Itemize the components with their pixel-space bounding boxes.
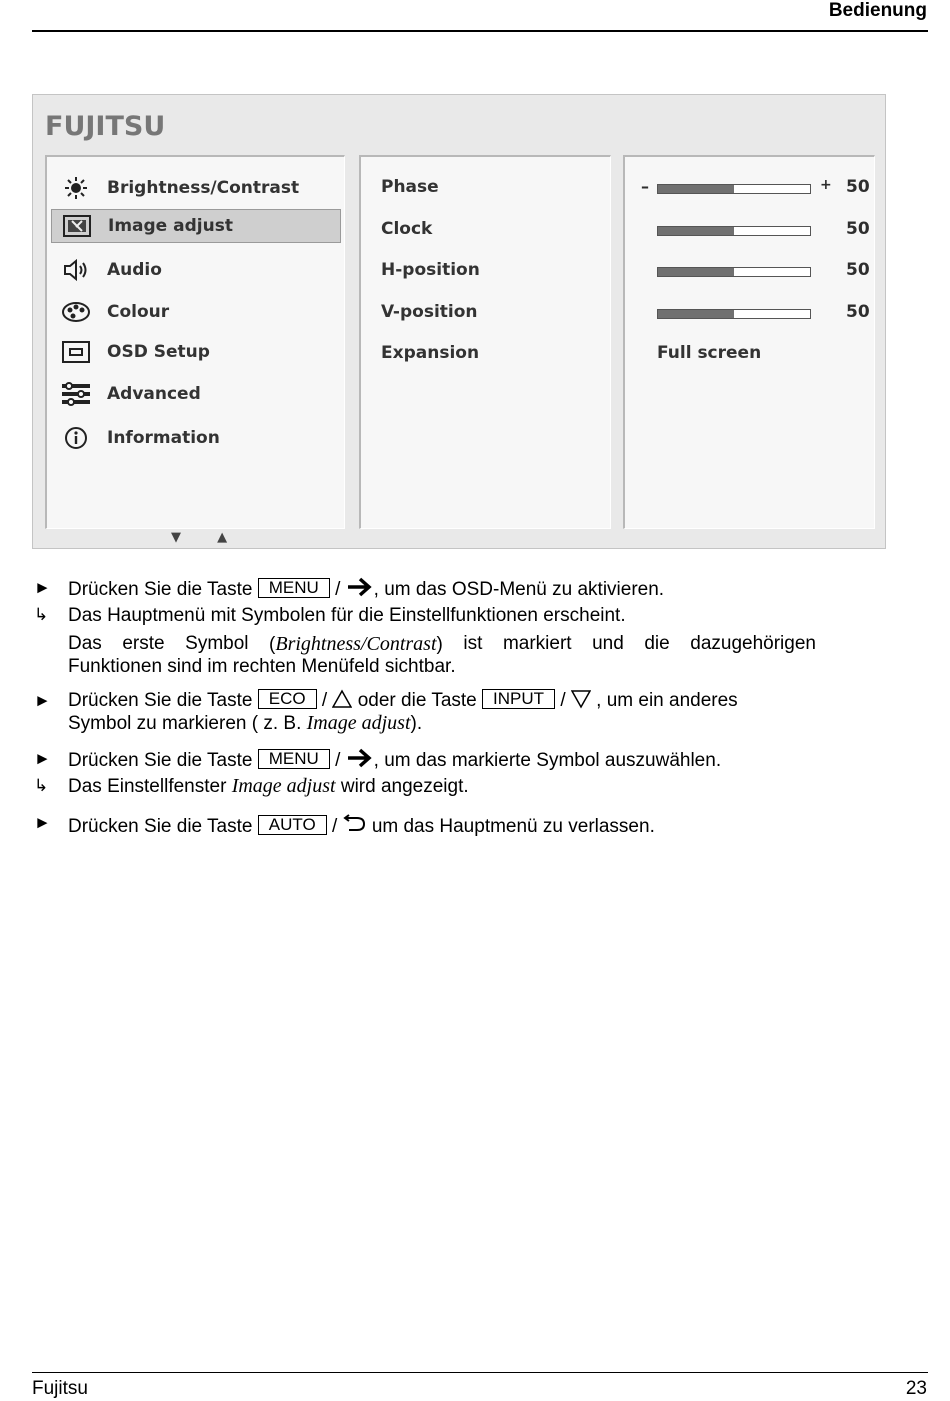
step-1 [68,576,664,604]
setting-label-clock[interactable]: Clock [381,219,433,239]
step-text: Drücken Sie die Taste [68,816,253,837]
step-2-cont [68,712,422,735]
separator: / [331,816,338,837]
step-marker: ► [34,691,51,710]
step-text: um das Hauptmenü zu verlassen. [371,816,655,837]
step-4 [68,811,655,841]
eco-key: ECO [258,689,317,709]
step-text: Symbol zu markieren ( z. B. [68,713,307,734]
slider-clock[interactable] [625,219,877,243]
slider-fill [658,227,734,235]
menu-item-advanced[interactable] [51,377,341,411]
page-number: 23 [905,1378,927,1399]
step-marker: ► [34,813,51,832]
osd-settings-labels [359,155,611,529]
menu-item-label: Information [107,428,220,448]
slider-track[interactable] [657,184,811,194]
menu-item-label: Colour [107,302,170,322]
footer-rule [32,1372,928,1373]
step-text: , um das OSD-Menü zu aktivieren. [373,579,665,600]
input-key: INPUT [482,689,555,709]
result-marker: ↳ [34,605,49,624]
slider-track[interactable] [657,309,811,319]
speaker-icon [61,258,91,282]
slider-fill [658,310,734,318]
result-1-detail: Das erste Symbol (Brightness/Contrast) ist markiert und die dazugehörigen [68,633,816,655]
separator: / [335,750,341,771]
slider-track[interactable] [657,226,811,236]
italic-term: Image adjust [306,712,411,734]
step-text: Drücken Sie die Taste [68,750,253,771]
menu-item-audio[interactable] [51,253,341,287]
scroll-arrows[interactable]: ▼ ▲ [171,530,244,545]
slider-value: 50 [846,177,870,197]
arrow-right-icon [346,747,374,775]
menu-item-colour[interactable] [51,295,341,329]
return-arrow-icon [343,811,367,841]
auto-key: AUTO [258,815,327,835]
step-text: Drücken Sie die Taste [68,579,253,600]
footer-brand: Fujitsu [32,1378,88,1399]
sun-icon [61,176,91,200]
step-text: , um das markierte Symbol auszuwählen. [373,750,722,771]
setting-label-expansion[interactable]: Expansion [381,343,480,363]
setting-label-h-position[interactable]: H-position [381,260,480,280]
advanced-icon [61,382,91,406]
setting-label-phase[interactable]: Phase [381,177,439,197]
step-text: , um ein anderes [596,690,738,711]
info-icon [61,426,91,450]
step-marker: ► [34,578,51,597]
osd-main-menu [45,155,345,529]
expansion-value[interactable]: Full screen [657,343,762,363]
slider-fill [658,185,734,193]
menu-item-information[interactable] [51,421,341,455]
minus-icon: – [641,177,649,196]
step-text: ). [410,713,423,734]
menu-item-image-adjust[interactable] [51,209,341,243]
result-1-detail-cont: Funktionen sind im rechten Menüfeld sichtbar. [68,656,456,677]
plus-icon: + [820,177,832,193]
italic-term: Brightness/Contrast [275,633,437,655]
menu-key: MENU [258,578,330,598]
image-adjust-icon [62,214,92,238]
menu-item-label: Brightness/Contrast [107,178,300,198]
slider-track[interactable] [657,267,811,277]
setting-label-v-position[interactable]: V-position [381,302,478,322]
slider-phase[interactable] [625,177,877,201]
menu-item-label: Image adjust [108,216,233,236]
menu-item-brightness-contrast[interactable] [51,171,341,205]
triangle-down-icon [571,689,591,715]
menu-item-osd-setup[interactable] [51,335,341,369]
fujitsu-logo: FUJITSU [45,111,166,142]
separator: / [321,690,328,711]
result-1: Das Hauptmenü mit Symbolen für die Einstellfunktionen erscheint. [68,605,626,626]
osd-setup-icon [61,340,91,364]
step-text: Das Einstellfenster [68,776,232,797]
step-text: oder die Taste [357,690,477,711]
slider-value: 50 [846,219,870,239]
header-rule [32,30,928,32]
slider-value: 50 [846,260,870,280]
separator: / [560,690,566,711]
separator: / [335,579,341,600]
italic-term: Image adjust [231,775,336,797]
step-text: Drücken Sie die Taste [68,690,253,711]
result-marker: ↳ [34,776,49,795]
header-title: Bedienung [828,0,927,21]
step-3 [68,747,721,775]
palette-icon [61,300,91,324]
menu-item-label: Advanced [107,384,201,404]
osd-settings-values [623,155,875,529]
step-text: wird angezeigt. [335,776,469,797]
step-marker: ► [34,749,51,768]
menu-item-label: OSD Setup [107,342,210,362]
osd-screenshot [32,94,886,549]
slider-v-position[interactable] [625,302,877,326]
arrow-right-icon [346,576,374,604]
menu-key: MENU [258,749,330,769]
result-3 [68,775,469,798]
menu-item-label: Audio [107,260,162,280]
slider-h-position[interactable] [625,260,877,284]
slider-value: 50 [846,302,870,322]
slider-fill [658,268,734,276]
